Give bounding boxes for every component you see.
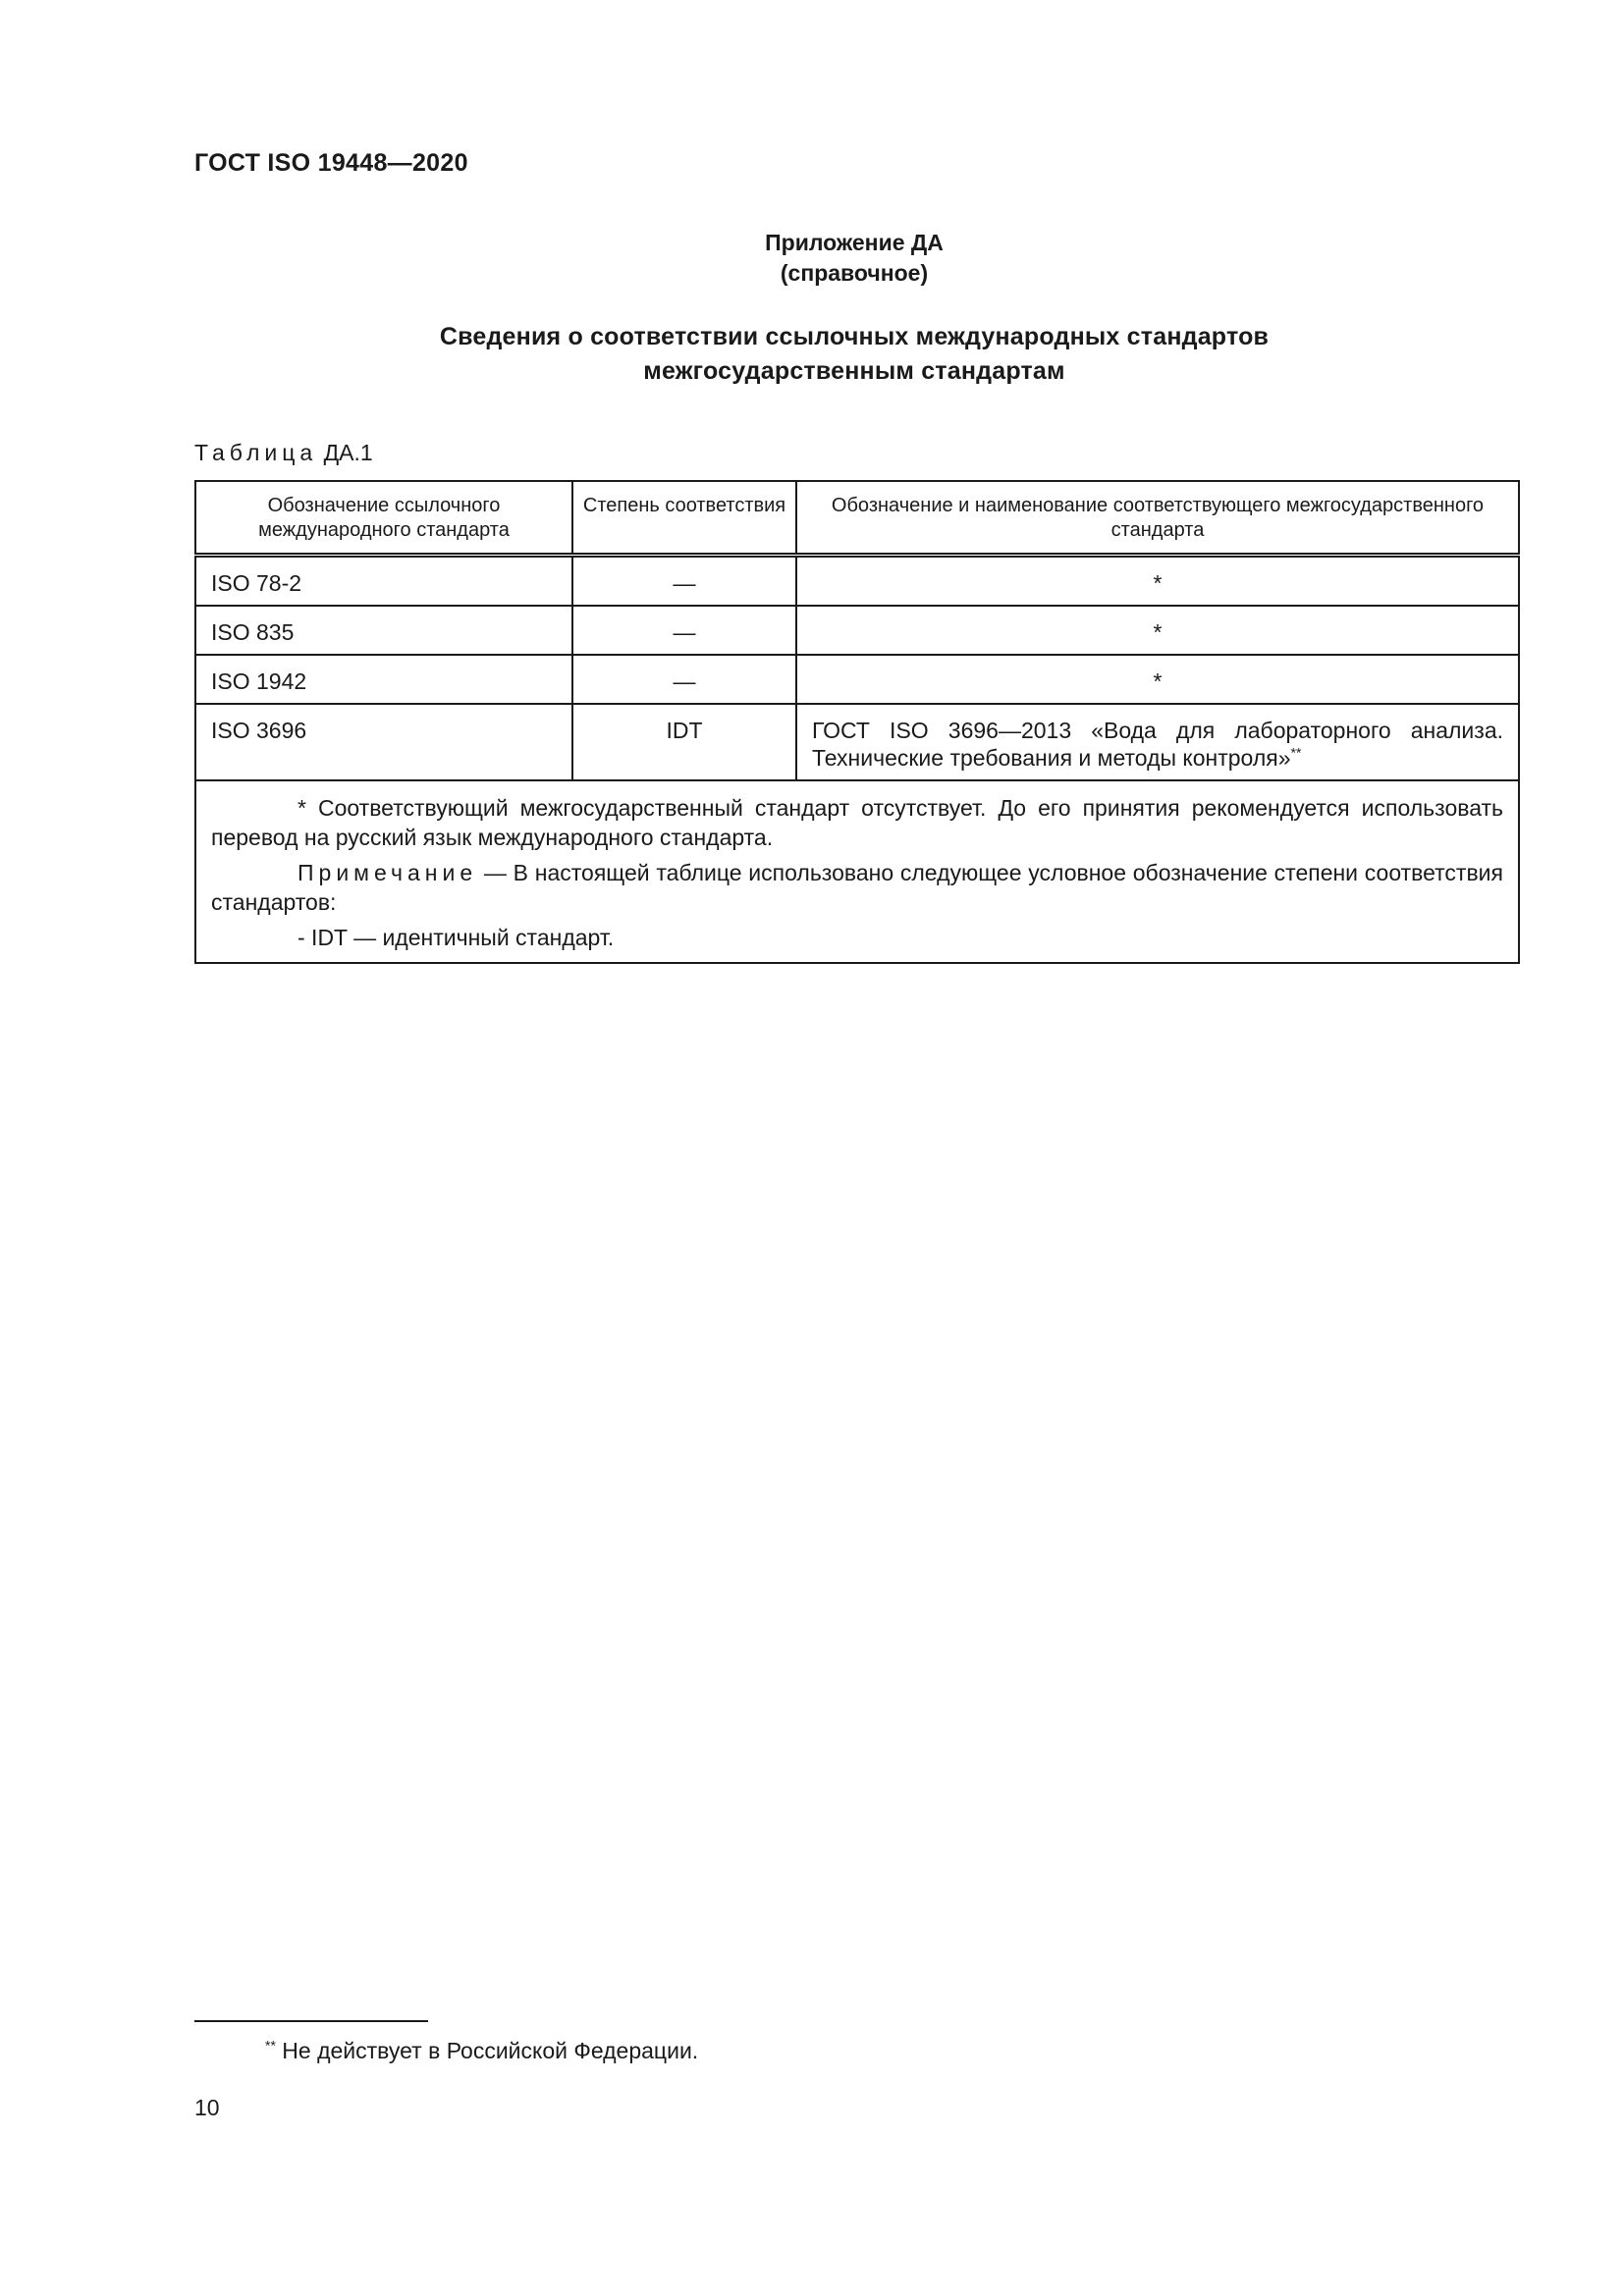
table-notes-row bbox=[195, 780, 1519, 963]
interstate-standard-cell bbox=[796, 704, 1519, 780]
degree-cell: IDT bbox=[572, 704, 796, 780]
table-header-row bbox=[195, 481, 1519, 556]
asterisk-note: * Соответствующий межгосударственный стандарт отсутствует. До его принятия рекомендуется использовать перевод на русский язык международного стандарта. bbox=[211, 795, 1503, 850]
reference-standard-cell: ISO 835 bbox=[195, 606, 572, 655]
column-header-reference: Обозначение ссылочного международного стандарта bbox=[195, 481, 572, 556]
table-row bbox=[195, 704, 1519, 780]
document-header: ГОСТ ISO 19448—2020 bbox=[194, 149, 468, 177]
footnote-text: Не действует в Российской Федерации. bbox=[275, 2038, 699, 2063]
table-caption-number: ДА.1 bbox=[323, 440, 373, 465]
interstate-standard-cell: * bbox=[796, 655, 1519, 704]
footnote-divider bbox=[194, 2020, 428, 2022]
table-caption bbox=[194, 440, 373, 466]
footnote bbox=[265, 2038, 698, 2064]
interstate-standard-cell: * bbox=[796, 606, 1519, 655]
table-caption-word: Таблица bbox=[194, 440, 318, 465]
interstate-standard-cell: * bbox=[796, 556, 1519, 607]
annex-label: Приложение ДА bbox=[765, 230, 944, 255]
table-row bbox=[195, 556, 1519, 607]
interstate-standard-text: ГОСТ ISO 3696—2013 «Вода для лабораторного анализа. Технические требования и методы контроля» bbox=[812, 718, 1503, 771]
annex-heading bbox=[0, 228, 1624, 289]
annex-title-line2: межгосударственным стандартам bbox=[643, 357, 1065, 385]
reference-standard-cell: ISO 3696 bbox=[195, 704, 572, 780]
degree-cell: — bbox=[572, 655, 796, 704]
table-row bbox=[195, 606, 1519, 655]
legend-item: - IDT — идентичный стандарт. bbox=[298, 925, 615, 950]
footnote-marker: ** bbox=[1290, 744, 1302, 761]
table-row bbox=[195, 655, 1519, 704]
page-number: 10 bbox=[194, 2095, 220, 2120]
note-word: Примечание bbox=[298, 860, 478, 885]
column-header-interstate: Обозначение и наименование соответствующего межгосударственного стандарта bbox=[796, 481, 1519, 556]
degree-cell: — bbox=[572, 606, 796, 655]
degree-cell: — bbox=[572, 556, 796, 607]
table-notes bbox=[195, 780, 1519, 963]
table-note bbox=[211, 858, 1503, 917]
annex-title bbox=[0, 320, 1624, 389]
note-text: — В настоящей таблице использовано следующее условное обозначение степени соответствия стандартов: bbox=[211, 860, 1503, 915]
reference-standard-cell: ISO 78-2 bbox=[195, 556, 572, 607]
column-header-degree: Степень соответствия bbox=[572, 481, 796, 556]
reference-standard-cell: ISO 1942 bbox=[195, 655, 572, 704]
correspondence-table bbox=[194, 480, 1520, 964]
annex-status: (справочное) bbox=[780, 260, 929, 286]
footnote-mark: ** bbox=[265, 2037, 276, 2054]
annex-title-line1: Сведения о соответствии ссылочных международных стандартов bbox=[439, 323, 1270, 350]
